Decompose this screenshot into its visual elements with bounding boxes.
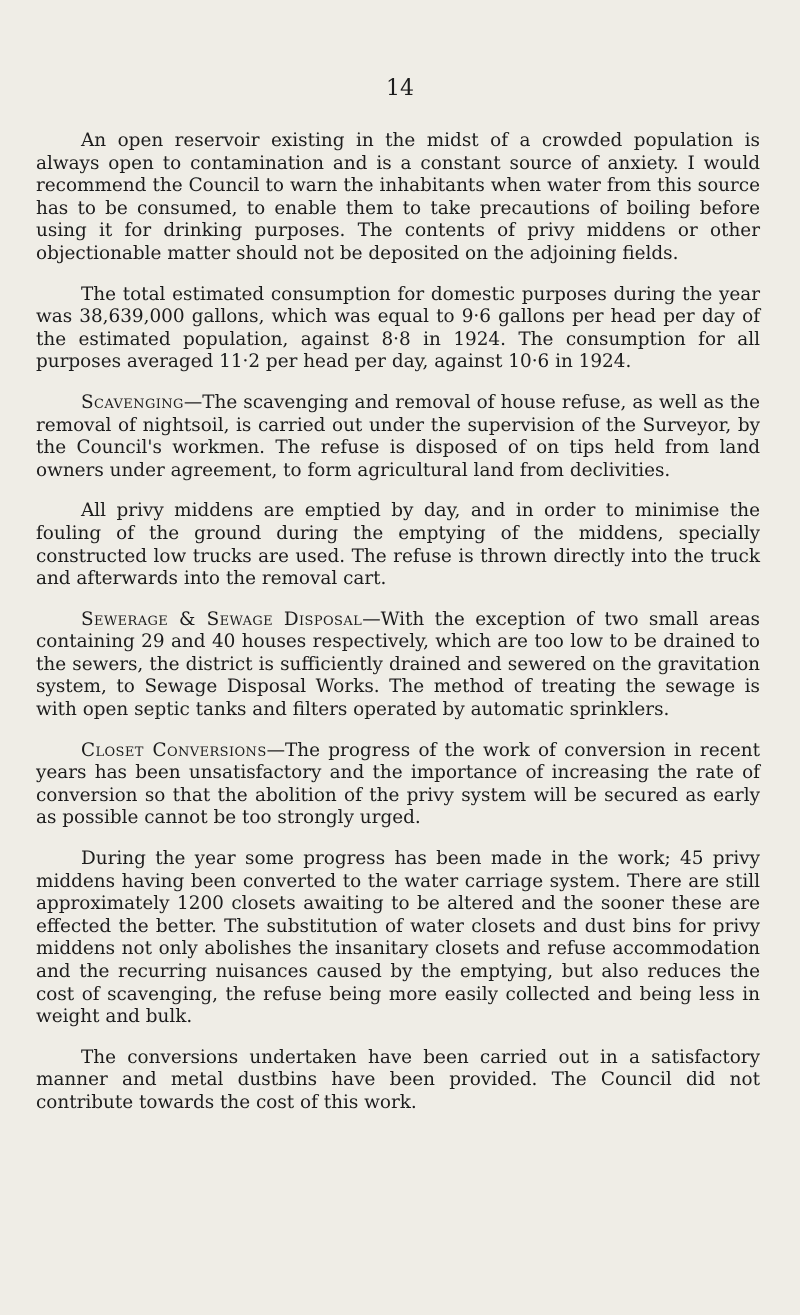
paragraph-closet-conversions bbox=[36, 740, 760, 830]
section-heading-scavenging: Scavenging bbox=[81, 391, 184, 413]
page-number: 14 bbox=[386, 76, 414, 101]
paragraph-text: All privy middens are emptied by day, and in order to minimise the fouling of the ground during the emptying of the middens, specially constructed low trucks are used. The refuse is thrown directly into the truck and afterwards into the removal cart. bbox=[36, 500, 760, 590]
paragraph-text: The conversions undertaken have been carried out in a satisfactory manner and metal dustbins have been provided. The Council did not contribute towards the cost of this work. bbox=[36, 1046, 760, 1113]
paragraph-text: —The progress of the work of conversion in recent years has been unsatisfactory and the importance of increasing the rate of conversion so that the abolition of the privy system will be secured as early as possible cannot be too strongly urged. bbox=[36, 739, 760, 829]
paragraph-reservoir bbox=[36, 130, 760, 266]
paragraph-conversions-undertaken bbox=[36, 1047, 760, 1115]
document-body bbox=[36, 130, 760, 1115]
paragraph-text: During the year some progress has been made in the work; 45 privy middens having been converted to the water carriage system. There are still approximately 1200 closets awaiting to be altered and the sooner these are effected the better. The substitution of water closets and dust bins for privy middens not only abolishes the insanitary closets and refuse accommodation and the recurring nuisances caused by the emptying, but also reduces the cost of scavenging, the refuse being more easily collected and being less in weight and bulk. bbox=[36, 848, 760, 1028]
paragraph-consumption bbox=[36, 284, 760, 374]
paragraph-text: The total estimated consumption for domestic purposes during the year was 38,639,000 gallons, which was equal to 9·6 gallons per head per day of the estimated population, against 8·8 in 1924. The consumption for all purposes averaged 11·2 per head per day, against 10·6 in 1924. bbox=[36, 283, 760, 373]
paragraph-scavenging bbox=[36, 392, 760, 482]
section-heading-closet-conversions: Closet Conversions bbox=[81, 739, 267, 761]
paragraph-text: An open reservoir existing in the midst of a crowded population is always open to contamination and is a constant source of anxiety. I would recommend the Council to warn the inhabitants when water from this source has to be consumed, to enable them to take precautions of boiling before using it for drinking purposes. The contents of privy middens or other objectionable matter should not be deposited on the adjoining fields. bbox=[36, 130, 760, 264]
paragraph-text: —With the exception of two small areas containing 29 and 40 houses respectively, which are too low to be drained to the sewers, the district is sufficiently drained and sewered on the gravitation system, to Sewage Disposal Works. The method of treating the sewage is with open septic tanks and filters operated by automatic sprinklers. bbox=[36, 608, 760, 721]
paragraph-sewerage bbox=[36, 609, 760, 722]
paragraph-privy-middens bbox=[36, 500, 760, 590]
section-heading-sewerage: Sewerage & Sewage Disposal bbox=[81, 608, 363, 630]
paragraph-text: —The scavenging and removal of house refuse, as well as the removal of nightsoil, is carried out under the supervision of the Surveyor, by the Council's workmen. The refuse is disposed of on tips held from land owners under agreement, to form agricultural land from declivities. bbox=[36, 391, 760, 481]
paragraph-progress bbox=[36, 848, 760, 1029]
